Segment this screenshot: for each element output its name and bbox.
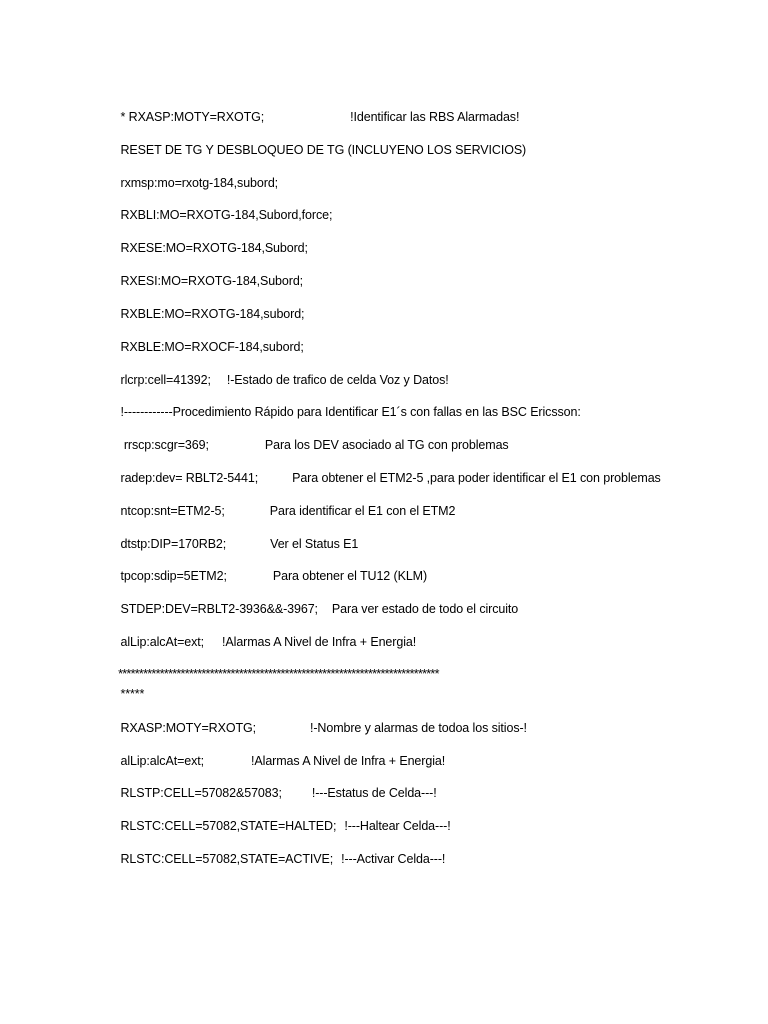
comment-text: !Identificar las RBS Alarmadas! (350, 110, 520, 124)
command-text: STDEP:DEV=RBLT2-3936&&-3967; (120, 602, 318, 616)
text-line (107, 835, 445, 883)
comment-text: Para ver estado de todo el circuito (331, 602, 519, 616)
procedure-heading: !------------Procedimiento Rápido para Identificar E1´s con fallas en las BSC Ericsson: (120, 405, 581, 419)
command-text: rrscp:scgr=369; (120, 438, 209, 452)
comment-text: !---Estatus de Celda---! (311, 786, 437, 800)
command-text: RXESI:MO=RXOTG-184,Subord; (120, 274, 304, 288)
comment-text: !Alarmas A Nivel de Infra + Energia! (222, 635, 417, 649)
comment-text: Ver el Status E1 (270, 537, 359, 551)
command-text: RXESE:MO=RXOTG-184,Subord; (120, 241, 308, 255)
separator-line (107, 650, 439, 698)
command-text: RLSTP:CELL=57082&57083; (120, 786, 282, 800)
command-text: rlcrp:cell=41392; (120, 373, 211, 387)
command-text: RXBLE:MO=RXOTG-184,subord; (120, 307, 305, 321)
heading-text: RESET DE TG Y DESBLOQUEO DE TG (INCLUYENO LOS SERVICIOS) (120, 143, 527, 157)
comment-text: Para identificar el E1 con el ETM2 (269, 504, 456, 518)
command-text: RXBLI:MO=RXOTG-184,Subord,force; (120, 208, 333, 222)
command-text: radep:dev= RBLT2-5441; (120, 471, 259, 485)
command-text: RLSTC:CELL=57082,STATE=ACTIVE; (120, 852, 334, 866)
command-text: rxmsp:mo=rxotg-184,subord; (120, 176, 279, 190)
comment-text: !-Nombre y alarmas de todoa los sitios-! (309, 721, 527, 735)
comment-text: Para obtener el ETM2-5 ,para poder identificar el E1 con problemas (292, 471, 661, 485)
comment-text: !---Activar Celda---! (341, 852, 446, 866)
command-text: tpcop:sdip=5ETM2; (120, 569, 227, 583)
command-text: RXBLE:MO=RXOCF-184,subord; (120, 340, 304, 354)
asterisk-separator: ***************************************************************************** (118, 667, 439, 681)
comment-text: !---Haltear Celda---! (344, 819, 451, 833)
command-text: * RXASP:MOTY=RXOTG; (120, 110, 265, 124)
command-text: alLip:alcAt=ext; (120, 635, 205, 649)
command-text: alLip:alcAt=ext; (120, 754, 205, 768)
command-text: dtstp:DIP=170RB2; (120, 537, 227, 551)
command-text: ntcop:snt=ETM2-5; (120, 504, 225, 518)
comment-text: Para obtener el TU12 (KLM) (272, 569, 428, 583)
asterisk-separator: ***** (120, 687, 145, 701)
comment-text: !Alarmas A Nivel de Infra + Energia! (251, 754, 446, 768)
command-text: RXASP:MOTY=RXOTG; (120, 721, 256, 735)
comment-text: !-Estado de trafico de celda Voz y Datos! (226, 373, 449, 387)
command-text: RLSTC:CELL=57082,STATE=HALTED; (120, 819, 337, 833)
comment-text: Para los DEV asociado al TG con problemas (264, 438, 509, 452)
